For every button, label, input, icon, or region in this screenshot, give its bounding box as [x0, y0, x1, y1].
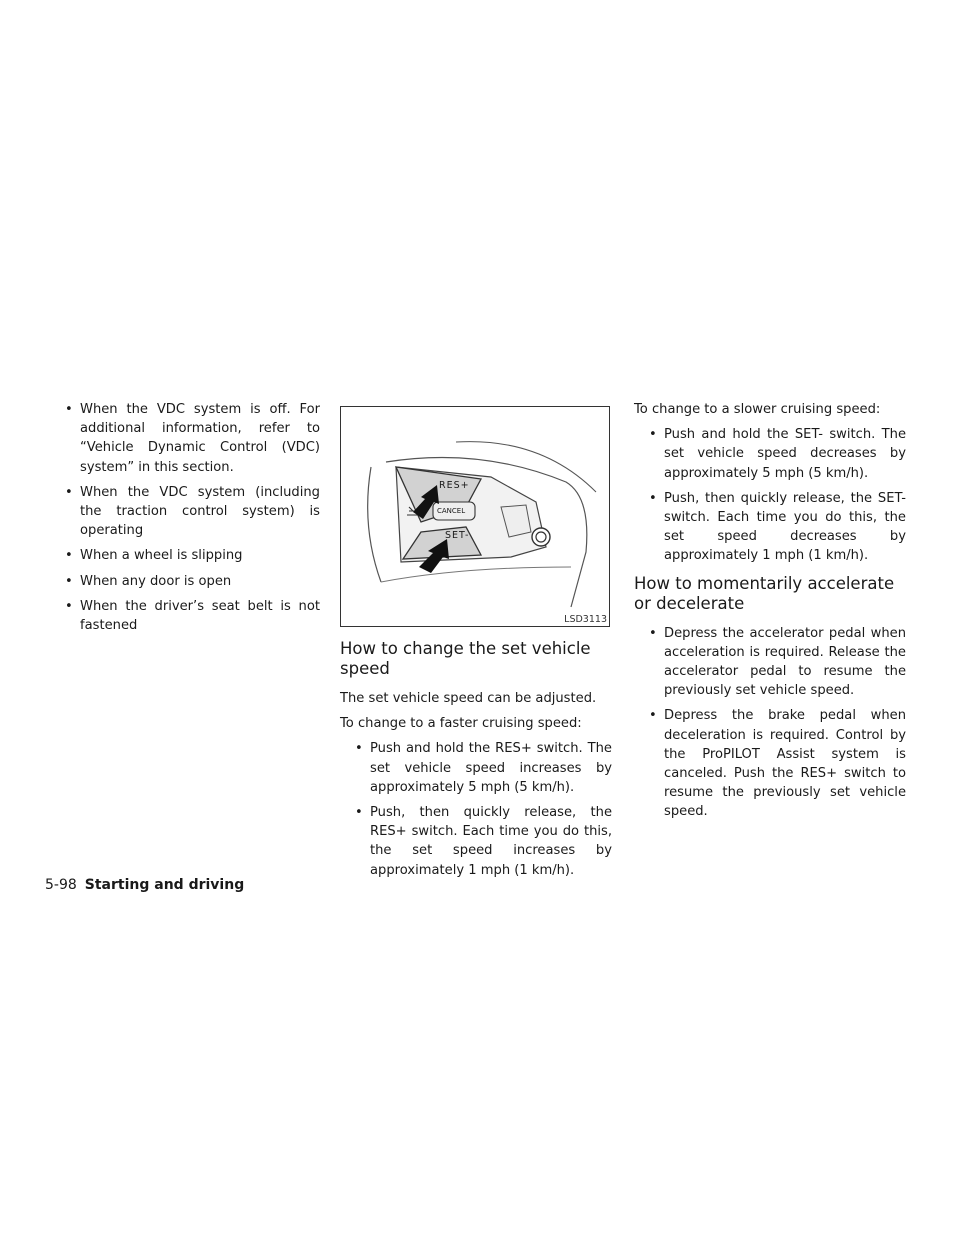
faster-list	[340, 739, 612, 879]
set-label: SET-	[445, 530, 470, 541]
list-item: • When any door is open	[50, 572, 320, 591]
list-item: • When the VDC system (including the traction control system) is operating	[50, 483, 320, 541]
column-middle	[340, 400, 612, 886]
list-item: • Push, then quickly release, the SET- switch. Each time you do this, the set speed decreases by approximately 1 mph (1 km/h).	[634, 489, 906, 566]
list-item: • When the driver’s seat belt is not fastened	[50, 597, 320, 635]
condition-list	[50, 400, 320, 635]
faster-label: To change to a faster cruising speed:	[340, 716, 582, 732]
list-item: • Push and hold the SET- switch. The set vehicle speed decreases by approximately 5 mph (5 km/h).	[634, 425, 906, 483]
steering-switch-illustration	[341, 407, 611, 628]
slower-label: To change to a slower cruising speed:	[634, 402, 881, 417]
figure-code: LSD3113	[564, 614, 607, 625]
momentary-list	[634, 624, 906, 822]
list-item: • When the VDC system is off. For additional information, refer to “Vehicle Dynamic Control (VDC) system” in this section.	[50, 400, 320, 477]
page-footer	[45, 877, 244, 893]
intro-text: The set vehicle speed can be adjusted.	[340, 691, 597, 706]
section-heading-momentary: How to momentarily accelerate or decelerate	[634, 573, 895, 613]
cancel-label: CANCEL	[437, 507, 466, 515]
list-item: • When a wheel is slipping	[50, 546, 320, 565]
column-right	[634, 400, 906, 828]
list-item: • Depress the brake pedal when deceleration is required. Control by the ProPILOT Assist system is canceled. Push the RES+ switch to resume the previously set vehicle speed.	[634, 706, 906, 821]
page-number: 5-98	[45, 877, 77, 893]
list-item: • Push, then quickly release, the RES+ switch. Each time you do this, the set speed increases by approximately 1 mph (1 km/h).	[340, 803, 612, 880]
steering-switch-figure	[340, 406, 610, 627]
list-item: • Depress the accelerator pedal when acceleration is required. Release the accelerator pedal to resume the previously set vehicle speed.	[634, 624, 906, 701]
res-label: RES+	[439, 480, 470, 491]
list-item: • Push and hold the RES+ switch. The set vehicle speed increases by approximately 5 mph (5 km/h).	[340, 739, 612, 797]
column-left	[50, 400, 320, 641]
section-heading-change-speed: How to change the set vehicle speed	[340, 639, 591, 678]
section-name: Starting and driving	[84, 877, 245, 893]
slower-list	[634, 425, 906, 565]
